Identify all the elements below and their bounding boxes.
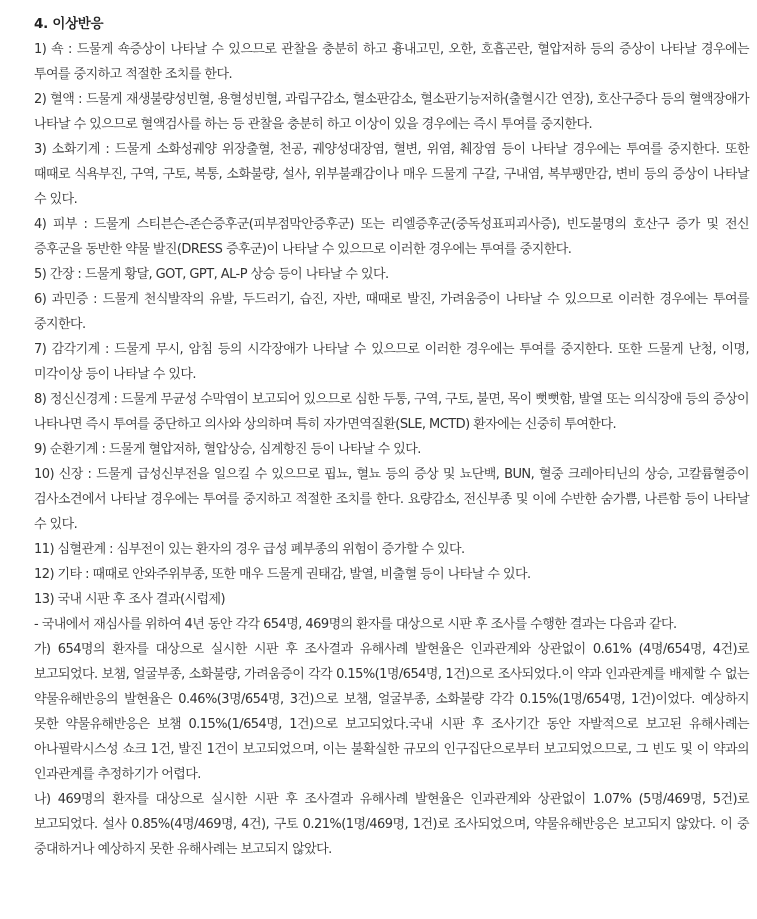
paragraph-neuro: 8) 정신신경계 : 드물게 무균성 수막염이 보고되어 있으므로 심한 두통, 구역, 구토, 불면, 목이 뻣뻣함, 발열 또는 의식장애 등의 증상이 나타나면 즉시 투여를 중단하고 의사와 상의하며 특히 자가면역질환(SLE, MCTD) 환자에는 신중히 투여한다. (34, 392, 749, 432)
paragraph-digestive: 3) 소화기계 : 드물게 소화성궤양 위장출혈, 천공, 궤양성대장염, 혈변, 위염, 췌장염 등이 나타날 경우에는 투여를 중지한다. 또한 때때로 식욕부진, 구역, 구토, 복통, 소화불량, 설사, 위부불쾌감이나 매우 드물게 구갈, 구내염, 복부팽만감, 변비 등의 증상이 나타날 수 있다. (34, 142, 749, 207)
paragraph-other: 12) 기타 : 때때로 안와주위부종, 또한 매우 드물게 권태감, 발열, 비출혈 등이 나타날 수 있다. (34, 567, 531, 582)
paragraph-study-654: 가) 654명의 환자를 대상으로 실시한 시판 후 조사결과 유해사례 발현율은 인과관계와 상관없이 0.61% (4명/654명, 4건)로 보고되었다. 보챔, 얼굴부종, 소화불량, 가려움증이 각각 0.15%(1명/654명, 1건)으로 조사되었다.이 약과 인과관계를 배제할 수 없는 약물유해반응의 발현율은 0.46%(3명/654명, 3건)으로 보챔, 얼굴부종, 소화불량 각각 0.15%(1명/654명, 1건)이었다. 예상하지 못한 약물유해반응은 보챔 0.15%(1/654명, 1건)으로 보고되었다.국내 시판 후 조사기간 동안 자발적으로 보고된 유해사례는 아나필락시스성 쇼크 1건, 발진 1건이 보고되었으며, 이는 불확실한 규모의 인구집단으로부터 보고되었으므로, 그 빈도 및 이 약과의 인과관계를 추정하기가 어렵다. (34, 642, 749, 782)
paragraph-kidney: 10) 신장 : 드물게 급성신부전을 일으킬 수 있으므로 핍뇨, 혈뇨 등의 증상 및 뇨단백, BUN, 혈중 크레아티닌의 상승, 고칼륨혈증이 검사소견에서 나타날 경우에는 투여를 중지하고 적절한 조치를 한다. 요량감소, 전신부종 및 이에 수반한 숨가쁨, 나른함 등이 나타날 수 있다. (34, 467, 749, 532)
section-heading: 4. 이상반응 (34, 16, 104, 32)
paragraph-hypersensitivity: 6) 과민증 : 드물게 천식발작의 유발, 두드러기, 습진, 자반, 때때로 발진, 가려움증이 나타날 수 있으므로 이러한 경우에는 투여를 중지한다. (34, 292, 749, 332)
paragraph-shock: 1) 쇽 : 드물게 쇽증상이 나타날 수 있으므로 관찰을 충분히 하고 흉내고민, 오한, 호흡곤란, 혈압저하 등의 증상이 나타날 경우에는 투여를 중지하고 적절한 조치를 한다. (34, 42, 749, 82)
paragraph-skin: 4) 피부 : 드물게 스티븐슨-존슨증후군(피부점막안증후군) 또는 리엘증후군(중독성표피괴사증), 빈도불명의 호산구 증가 및 전신 증후군을 동반한 약물 발진(DRESS 증후군)이 나타날 수 있으므로 이러한 경우에는 투여를 중지한다. (34, 217, 749, 257)
paragraph-postmarketing-intro: - 국내에서 재심사를 위하여 4년 동안 각각 654명, 469명의 환자를 대상으로 시판 후 조사를 수행한 결과는 다음과 같다. (34, 617, 677, 632)
paragraph-study-469: 나) 469명의 환자를 대상으로 실시한 시판 후 조사결과 유해사례 발현율은 인과관계와 상관없이 1.07% (5명/469명, 5건)로 보고되었다. 설사 0.85%(4명/469명, 4건), 구토 0.21%(1명/469명, 1건)로 조사되었으며, 약물유해반응은 보고되지 않았다. 이 중 중대하거나 예상하지 못한 유해사례는 보고되지 않았다. (34, 792, 749, 857)
paragraph-cardiovascular: 11) 심혈관계 : 심부전이 있는 환자의 경우 급성 폐부종의 위험이 증가할 수 있다. (34, 542, 465, 557)
paragraph-circulatory: 9) 순환기계 : 드물게 혈압저하, 혈압상승, 심계항진 등이 나타날 수 있다. (34, 442, 421, 457)
paragraph-liver: 5) 간장 : 드물게 황달, GOT, GPT, AL-P 상승 등이 나타날 수 있다. (34, 267, 389, 282)
paragraph-blood: 2) 혈액 : 드물게 재생불량성빈혈, 용혈성빈혈, 과립구감소, 혈소판감소, 혈소판기능저하(출혈시간 연장), 호산구증다 등의 혈액장애가 나타날 수 있으므로 혈액검사를 하는 등 관찰을 충분히 하고 이상이 있을 경우에는 즉시 투여를 중지한다. (34, 92, 749, 132)
paragraph-postmarketing-title: 13) 국내 시판 후 조사 결과(시럽제) (34, 592, 226, 607)
paragraph-sensory: 7) 감각기계 : 드물게 무시, 암침 등의 시각장애가 나타날 수 있으므로 이러한 경우에는 투여를 중지한다. 또한 드물게 난청, 이명, 미각이상 등이 나타날 수 있다. (34, 342, 749, 382)
